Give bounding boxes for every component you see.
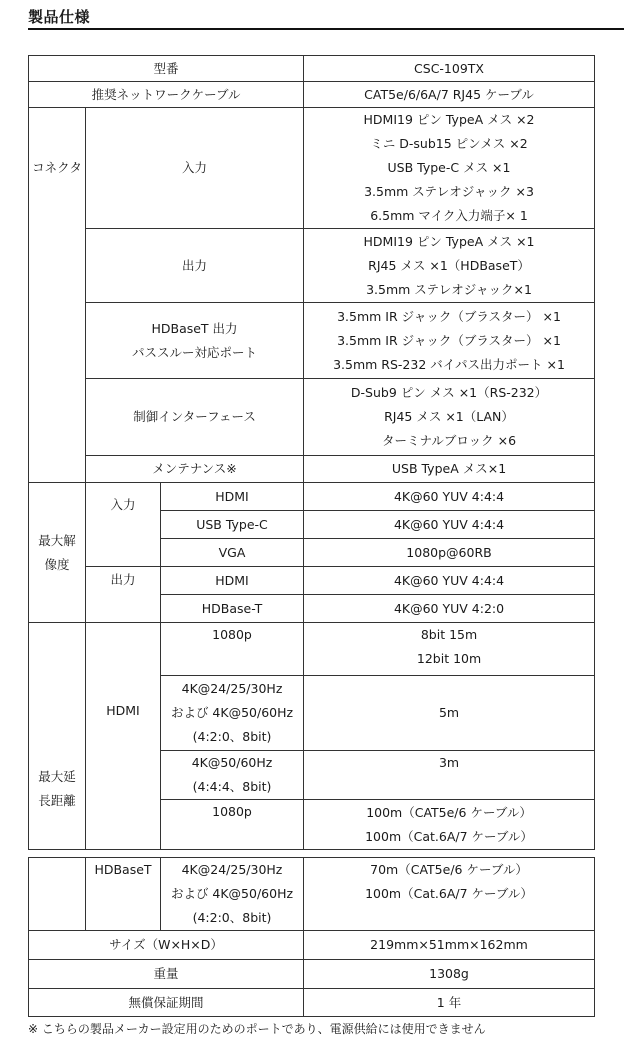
value-line: 70m（CAT5e/6 ケーブル）	[370, 862, 528, 877]
value-line: 12bit 10m	[416, 651, 482, 666]
value-line: 3.5mm ステレオジャック ×3	[364, 184, 534, 199]
value-line: 100m（Cat.6A/7 ケーブル）	[365, 828, 533, 844]
resolution-port: VGA	[161, 539, 304, 567]
resolution-output-label: 出力	[86, 567, 161, 623]
table-row	[29, 229, 595, 303]
table-row	[29, 303, 595, 379]
resolution-value: 4K@60 YUV 4:4:4	[304, 483, 595, 511]
value-line: HDMI19 ピン TypeA メス ×2	[363, 112, 535, 127]
warranty-label: 無償保証期間	[29, 989, 304, 1017]
table-row	[29, 379, 595, 456]
cable-value: CAT5e/6/6A/7 RJ45 ケーブル	[304, 82, 595, 108]
value-line: HDMI19 ピン TypeA メス ×1	[363, 233, 535, 249]
passthru-values	[304, 303, 595, 379]
distance-res	[161, 623, 304, 676]
value-line: D-Sub9 ピン メス ×1（RS-232）	[350, 385, 548, 400]
table-row	[29, 931, 595, 960]
value-line: RJ45 メス ×1（HDBaseT）	[368, 257, 530, 273]
table-row	[29, 56, 595, 82]
distance-hdbaset-label: HDBaseT	[86, 858, 161, 931]
res-line: および 4K@50/60Hz	[170, 705, 294, 720]
distance-value	[304, 858, 595, 931]
resolution-value: 4K@60 YUV 4:2:0	[304, 595, 595, 623]
value-line: USB Type-C メス ×1	[387, 160, 511, 175]
distance-value	[304, 800, 595, 850]
cable-label: 推奨ネットワークケーブル	[29, 82, 304, 108]
resolution-value: 4K@60 YUV 4:4:4	[304, 567, 595, 595]
label-line: 像度	[44, 556, 70, 572]
connector-input-label: 入力	[86, 108, 304, 229]
resolution-port: HDMI	[161, 567, 304, 595]
label-line: 最大解	[38, 532, 76, 548]
resolution-port: HDMI	[161, 483, 304, 511]
resolution-port: USB Type-C	[161, 511, 304, 539]
distance-value	[304, 623, 595, 676]
warranty-value: 1 年	[304, 989, 595, 1017]
res-line: および 4K@50/60Hz	[170, 886, 294, 901]
maintenance-value: USB TypeA メス×1	[304, 456, 595, 483]
value-line: ターミナルブロック ×6	[382, 433, 517, 448]
res-line: 4K@24/25/30Hz	[181, 862, 283, 877]
distance-res	[161, 676, 304, 751]
resolution-value: 4K@60 YUV 4:4:4	[304, 511, 595, 539]
value-line: 100m（Cat.6A/7 ケーブル）	[365, 886, 533, 901]
resolution-value: 1080p@60RB	[304, 539, 595, 567]
weight-label: 重量	[29, 960, 304, 989]
label-line: 長距離	[38, 793, 76, 808]
title-underline	[28, 28, 624, 30]
table-row	[29, 858, 595, 931]
model-value: CSC-109TX	[304, 56, 595, 82]
resolution-label	[29, 483, 86, 623]
resolution-port: HDBase-T	[161, 595, 304, 623]
resolution-input-label: 入力	[86, 483, 161, 567]
label-line: HDBaseT 出力	[151, 320, 238, 336]
value-line: 5m	[438, 705, 460, 720]
table-row	[29, 623, 595, 676]
distance-value	[304, 676, 595, 751]
table-row	[29, 483, 595, 511]
control-values	[304, 379, 595, 456]
value-line: 100m（CAT5e/6 ケーブル）	[366, 804, 532, 820]
label-line: 最大延	[38, 769, 76, 784]
res-line: 1080p	[212, 627, 252, 642]
res-line: (4:2:0、8bit)	[192, 729, 272, 744]
distance-res	[161, 751, 304, 800]
table-row	[29, 567, 595, 595]
res-line: (4:2:0、8bit)	[192, 910, 272, 925]
distance-label-continued	[29, 858, 86, 931]
res-line: 1080p	[212, 804, 252, 819]
table-row	[29, 108, 595, 229]
connector-output-values	[304, 229, 595, 303]
label-line: パススルー対応ポート	[132, 344, 258, 360]
table-row	[29, 960, 595, 989]
maintenance-label: メンテナンス※	[86, 456, 304, 483]
value-line: 6.5mm マイク入力端子× 1	[370, 208, 528, 223]
res-line: (4:4:4、8bit)	[192, 779, 272, 794]
connector-output-label: 出力	[86, 229, 304, 303]
value-line: RJ45 メス ×1（LAN）	[384, 409, 514, 424]
table-row	[29, 456, 595, 483]
spec-table-continued	[28, 857, 595, 1017]
connector-label: コネクタ	[29, 108, 86, 483]
value-line: 3.5mm ステレオジャック×1	[366, 281, 532, 297]
res-line: 4K@50/60Hz	[191, 755, 273, 770]
size-label: サイズ（W×H×D）	[29, 931, 304, 960]
table-row	[29, 800, 595, 850]
distance-empty-cell	[86, 800, 161, 850]
distance-value	[304, 751, 595, 800]
distance-hdmi-label: HDMI	[86, 623, 161, 800]
footnote: ※ こちらの製品メーカー設定用のためのポートであり、電源供給には使用できません	[28, 1022, 486, 1036]
value-line: ミニ D-sub15 ピンメス ×2	[370, 136, 528, 151]
control-label: 制御インターフェース	[86, 379, 304, 456]
distance-res	[161, 858, 304, 931]
value-line: 3.5mm RS-232 バイパス出力ポート ×1	[333, 356, 565, 372]
section-title: 製品仕様	[28, 8, 91, 26]
weight-value: 1308g	[304, 960, 595, 989]
value-line: 8bit 15m	[420, 627, 478, 642]
model-label: 型番	[29, 56, 304, 82]
table-row	[29, 82, 595, 108]
table-row	[29, 989, 595, 1017]
distance-label	[29, 623, 86, 850]
value-line: 3m	[438, 755, 460, 770]
value-line: 3.5mm IR ジャック（ブラスター） ×1	[337, 332, 561, 348]
size-value: 219mm×51mm×162mm	[304, 931, 595, 960]
connector-input-values	[304, 108, 595, 229]
res-line: 4K@24/25/30Hz	[181, 681, 283, 696]
spec-table	[28, 55, 595, 850]
value-line: 3.5mm IR ジャック（ブラスター） ×1	[337, 308, 561, 324]
distance-res	[161, 800, 304, 850]
passthru-label	[86, 303, 304, 379]
